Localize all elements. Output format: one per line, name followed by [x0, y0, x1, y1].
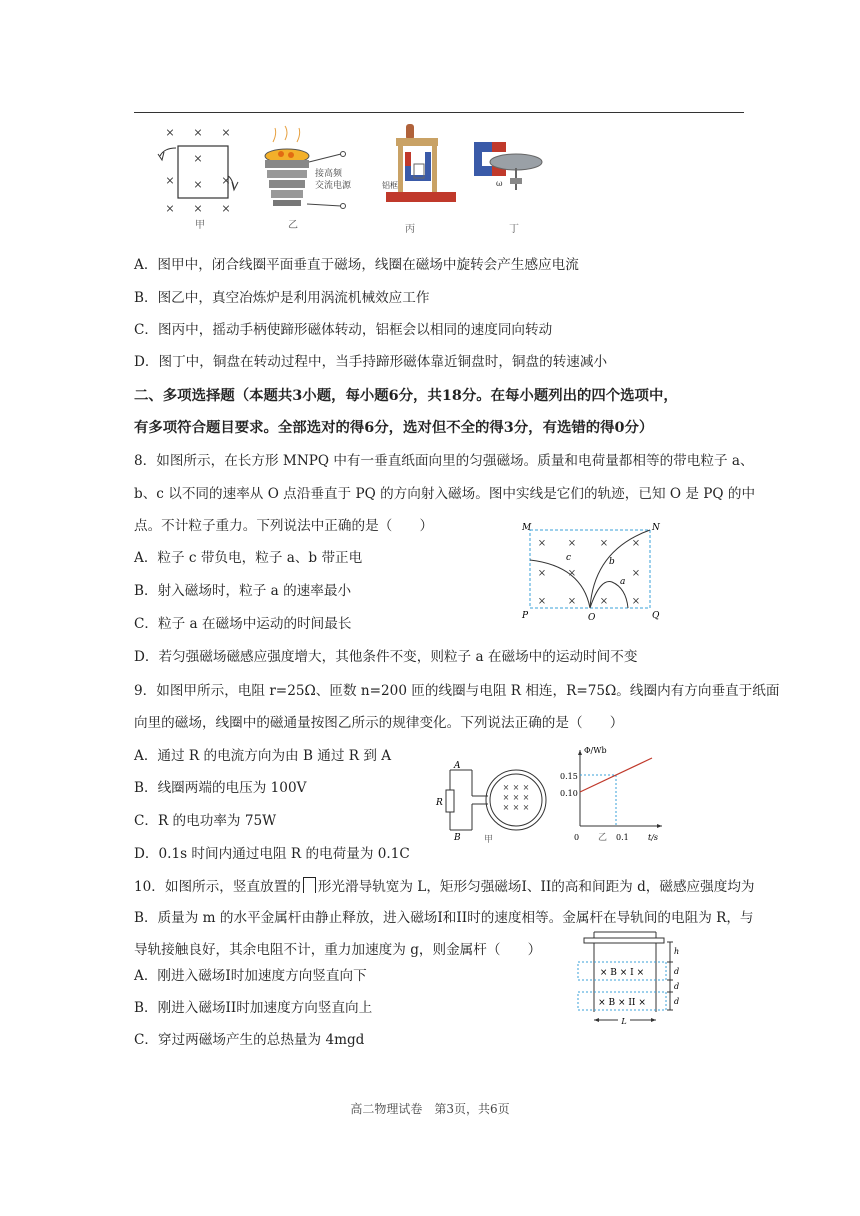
- q9-fig-R: R: [436, 798, 443, 808]
- q8-fig-b: b: [609, 557, 615, 567]
- q9-chart: [560, 744, 670, 848]
- q10-field-1: × B × I ×: [599, 968, 645, 978]
- svg-text:×: ×: [221, 174, 231, 187]
- svg-text:×: ×: [512, 783, 520, 792]
- svg-text:×: ×: [193, 126, 203, 139]
- header-rule: [134, 112, 744, 113]
- svg-text:×: ×: [631, 538, 641, 549]
- svg-text:×: ×: [193, 152, 203, 165]
- svg-text:×: ×: [567, 568, 577, 579]
- q10-figure: [574, 928, 686, 1032]
- q9-chart-label: 乙: [598, 833, 608, 843]
- q10-option-c: C．穿过两磁场产生的总热量为 4mgd: [134, 1032, 365, 1048]
- figure-bing: [378, 122, 464, 234]
- page-footer: 高二物理试卷 第3页，共6页: [350, 1102, 510, 1116]
- q8-fig-c: c: [566, 553, 572, 563]
- q8-option-a: A．粒子 c 带负电，粒子 a、b 带正电: [134, 550, 363, 566]
- q8-fig-a: a: [620, 577, 626, 587]
- q8-fig-N: N: [652, 523, 660, 533]
- q10-fig-d1: d: [674, 967, 680, 976]
- svg-text:×: ×: [599, 596, 609, 607]
- q10-option-b: B．刚进入磁场II时加速度方向竖直向上: [134, 1000, 373, 1016]
- svg-text:×: ×: [567, 538, 577, 549]
- q10-fig-L: L: [621, 1017, 627, 1026]
- svg-text:×: ×: [537, 596, 547, 607]
- q9-option-a: A．通过 R 的电流方向为由 B 通过 R 到 A: [134, 748, 392, 764]
- q9-chart-origin: 0: [574, 833, 580, 842]
- svg-text:×: ×: [631, 596, 641, 607]
- q9-option-c: C．R 的电功率为 75W: [134, 813, 277, 829]
- q10-stem-line1-b: 形光滑导轨宽为 L，矩形匀强磁场I、II的高和间距为 d，磁感应强度均为: [317, 879, 755, 895]
- section-2-heading-line2: 有多项符合题目要求。全部选对的得6分，选对但不全的得3分，有选错的得0分）: [134, 419, 654, 436]
- svg-text:×: ×: [221, 126, 231, 139]
- q10-fig-d3: d: [674, 997, 680, 1006]
- q8-option-d: D．若匀强磁场磁感应强度增大，其他条件不变，则粒子 a 在磁场中的运动时间不变: [134, 649, 638, 665]
- figure-yi-label: 乙: [288, 220, 298, 231]
- q9-stem-line1: 9．如图甲所示，电阻 r=25Ω、匝数 n=200 匝的线圈与电阻 R 相连，R=75Ω。线圈内有方向垂直于纸面: [134, 683, 780, 699]
- inverted-u-frame-icon: [303, 877, 316, 893]
- q9-chart-series-line: [580, 758, 652, 792]
- svg-text:×: ×: [502, 803, 510, 812]
- q8-fig-M: M: [522, 523, 532, 533]
- figure-yi: [255, 124, 355, 234]
- figure-bing-label: 丙: [405, 224, 415, 234]
- svg-text:×: ×: [567, 596, 577, 607]
- q9-chart-xlabel: t/s: [648, 833, 659, 842]
- svg-text:×: ×: [522, 803, 530, 812]
- svg-text:×: ×: [522, 793, 530, 802]
- svg-text:×: ×: [502, 793, 510, 802]
- svg-text:×: ×: [193, 202, 203, 215]
- figure-bing-note: 铝框: [382, 181, 398, 190]
- section-2-heading-line1: 二、多项选择题（本题共3小题，每小题6分，共18分。在每小题列出的四个选项中，: [134, 387, 678, 404]
- q9-fig-jia-label: 甲: [484, 835, 494, 844]
- q9-option-b: B．线圈两端的电压为 100V: [134, 780, 307, 796]
- svg-text:×: ×: [165, 202, 175, 215]
- q10-stem-line2: B．质量为 m 的水平金属杆由静止释放，进入磁场I和II时的速度相等。金属杆在导轨间的电阻为 R，与: [134, 910, 754, 926]
- q9-chart-ylabel: Φ/Wb: [584, 746, 607, 755]
- svg-text:×: ×: [193, 178, 203, 191]
- q9-figure-jia: [432, 760, 552, 844]
- q8-stem-line2: b、c 以不同的速率从 O 点沿垂直于 PQ 的方向射入磁场。图中实线是它们的轨迹，已知 O 是 PQ 的中: [134, 486, 756, 502]
- q9-chart-xtick: 0.1: [616, 833, 629, 842]
- figure-jia: [150, 120, 250, 232]
- svg-text:×: ×: [522, 783, 530, 792]
- q8-fig-Q: Q: [652, 611, 660, 621]
- q10-stem-line1-a: 10．如图所示，竖直放置的: [134, 879, 301, 895]
- q8-figure: [516, 520, 666, 624]
- svg-text:×: ×: [221, 202, 231, 215]
- q8-stem-line1: 8．如图所示，在长方形 MNPQ 中有一垂直纸面向里的匀强磁场。质量和电荷量都相等的带电粒子 a、: [134, 453, 754, 469]
- q9-fig-B: B: [454, 833, 461, 843]
- figure-yi-note-1: 接高频: [315, 169, 343, 179]
- q10-fig-h: h: [674, 947, 680, 956]
- svg-text:×: ×: [537, 538, 547, 549]
- q7-option-c: C．图丙中，摇动手柄使蹄形磁体转动，铝框会以相同的速度同向转动: [134, 322, 553, 338]
- figure-ding: [468, 138, 548, 236]
- q10-stem-line1: [134, 877, 755, 896]
- q9-chart-ytick-015: 0.15: [560, 772, 578, 781]
- svg-text:×: ×: [631, 568, 641, 579]
- q7-option-d: D．图丁中，铜盘在转动过程中，当手持蹄形磁体靠近铜盘时，铜盘的转速减小: [134, 354, 608, 370]
- q9-option-d: D．0.1s 时间内通过电阻 R 的电荷量为 0.1C: [134, 846, 410, 862]
- figure-yi-note-2: 交流电源: [315, 181, 352, 191]
- q10-option-a: A．刚进入磁场I时加速度方向竖直向下: [134, 968, 367, 984]
- q9-fig-A: A: [454, 761, 461, 771]
- q9-stem-line2: 向里的磁场，线圈中的磁通量按图乙所示的规律变化。下列说法正确的是（ ）: [134, 715, 624, 731]
- svg-text:×: ×: [537, 568, 547, 579]
- q10-field-2: × B × II ×: [598, 998, 646, 1008]
- q8-fig-O: O: [588, 613, 596, 623]
- q7-option-b: B．图乙中，真空冶炼炉是利用涡流机械效应工作: [134, 290, 430, 306]
- svg-text:×: ×: [599, 538, 609, 549]
- q8-stem-line3: 点。不计粒子重力。下列说法中正确的是（ ）: [134, 518, 434, 534]
- q10-stem-line3: 导轨接触良好，其余电阻不计，重力加速度为 g，则金属杆（ ）: [134, 942, 542, 958]
- svg-text:×: ×: [512, 793, 520, 802]
- q8-fig-P: P: [522, 611, 529, 621]
- q10-fig-d2: d: [674, 982, 680, 991]
- svg-text:×: ×: [502, 783, 510, 792]
- figure-ding-label: 丁: [509, 224, 519, 235]
- svg-text:×: ×: [165, 174, 175, 187]
- svg-text:×: ×: [512, 803, 520, 812]
- figure-ding-note: ω: [496, 179, 503, 188]
- q8-option-c: C．粒子 a 在磁场中运动的时间最长: [134, 616, 352, 632]
- q8-option-b: B．射入磁场时，粒子 a 的速率最小: [134, 583, 352, 599]
- q9-chart-ytick-010: 0.10: [560, 789, 578, 798]
- q7-option-a: A．图甲中，闭合线圈平面垂直于磁场，线圈在磁场中旋转会产生感应电流: [134, 257, 579, 273]
- figure-jia-label: 甲: [195, 220, 205, 231]
- svg-text:×: ×: [165, 126, 175, 139]
